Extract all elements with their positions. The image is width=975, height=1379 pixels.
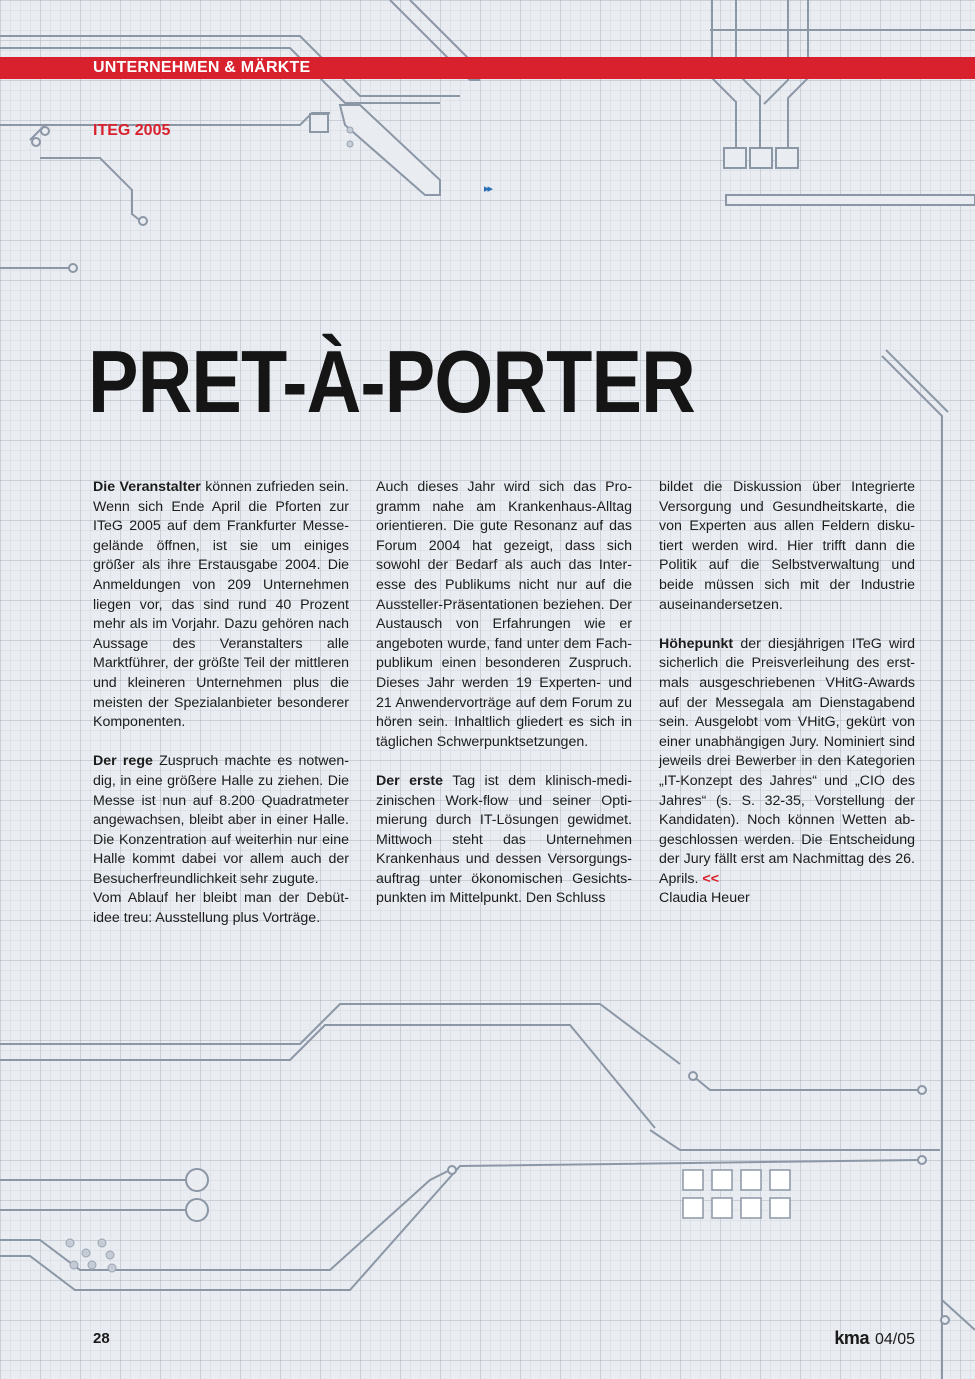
author-name: Claudia Heuer [659,890,750,907]
paragraph-text: Auch dieses Jahr wird sich das Programm nahe am Krankenhaus-Alltag orientieren. Die gute Resonanz auf das Forum 2004 hat gezeigt, dass sich sowohl der Bedarf als auch das Interesse des Publikums nicht nur auf die Aussteller-Präsentationen beziehen. Der Austausch von Erfahrungen wie er angeboten wurde, fand unter dem Fachpublikum einen besonderen Zuspruch. Dieses Jahr werden 19 Experten- und 21 Anwendervorträge auf dem Forum zu hören sein. Inhaltlich gliedert es sich in täglichen Schwerpunktsetzungen. [376,479,632,750]
lead-in: Der erste [376,772,444,789]
lead-in: Die Veranstalter [93,479,201,495]
lead-in: Der rege [93,753,153,770]
text-column-1 [93,478,349,948]
paragraph [659,635,915,890]
paragraph-text: Zuspruch machte es notwendig, in eine größere Halle zu ziehen. Die Messe ist nun auf 8.200 Quadratmeter angewachsen, bleibt aber in einer Halle. Die Konzentration auf weiterhin nur eine Halle kommt dabei vor allem auch der Besucherfreundlichkeit sehr zugute. [93,753,349,887]
text-column-3 [659,478,915,929]
paragraph-text: bildet die Diskussion über Integrierte Versorgung und Gesundheitskarte, die von Experten aus allen Feldern diskutiert werden wird. Hier trifft dann die Politik auf die Selbstverwaltung und beide müssen sich mit der Industrie auseinandersetzen. [659,479,915,613]
double-arrow-icon: ▸▸ [484,183,492,195]
paragraph-text: können zufrieden sein. Wenn sich Ende April die Pforten zur ITeG 2005 auf dem Frankfurter Messegelände öffnen, ist sie um einiges größer als ihre Erstausgabe 2004. Die Anmeldungen von 209 Unternehmen liegen vor, das sind rund 40 Prozent mehr als im Vorjahr. Dazu gehören nach Aussage des Veranstalters alle Marktführer, der größte Teil der mittleren und kleineren Unternehmen plus die meisten der Spezialanbieter besonderer Komponenten. [93,479,349,731]
paragraph-text: der diesjährigen ITeG wird sicherlich die Preisverleihung des erstmals ausgeschriebenen VHitG-Awards auf der Messegala am Dienstagabend sein. Ausgelobt vom VHitG, gekürt von einer unabhängigen Jury. Nominiert sind jeweils drei Bewerber in den Kategorien „IT-Konzept des Jahres“ und „CIO des Jahres“ (s. S. 32-35, Vorstellung der Kandidaten). Noch können Wetten abgeschlossen werden. Die Entscheidung der Jury fällt erst am Nachmittag des 26. Aprils. [659,635,915,887]
lead-in: Höhepunkt [659,635,734,652]
section-label: UNTERNEHMEN & MÄRKTE [93,59,311,76]
footer-issue [834,1328,915,1349]
text-column-2 [376,478,632,929]
end-mark: << [702,870,719,887]
paragraph-text: Vom Ablauf her bleibt man der Debütidee treu: Ausstellung plus Vorträge. [93,890,349,927]
paragraph [93,889,349,928]
paragraph [376,478,632,752]
paragraph [376,772,632,909]
brand-logo: kma [834,1328,869,1348]
paragraph-text: Tag ist dem klinisch-medizinischen Work-flow und seiner Optimierung durch IT-Lösungen gewidmet. Mittwoch steht das Unternehmen Krankenhaus und dessen Versorgungsauftrag unter ökonomischen Gesichtspunkten im Mittelpunkt. Den Schluss [376,772,632,907]
paragraph [659,478,915,615]
paragraph [93,478,349,733]
topic-label: ITEG 2005 [93,122,171,139]
issue-number: 04/05 [874,1331,915,1348]
page-number: 28 [93,1330,110,1347]
article-headline: PRET-À-PORTER [88,332,695,431]
section-header-bar [0,57,975,79]
paragraph [93,752,349,889]
